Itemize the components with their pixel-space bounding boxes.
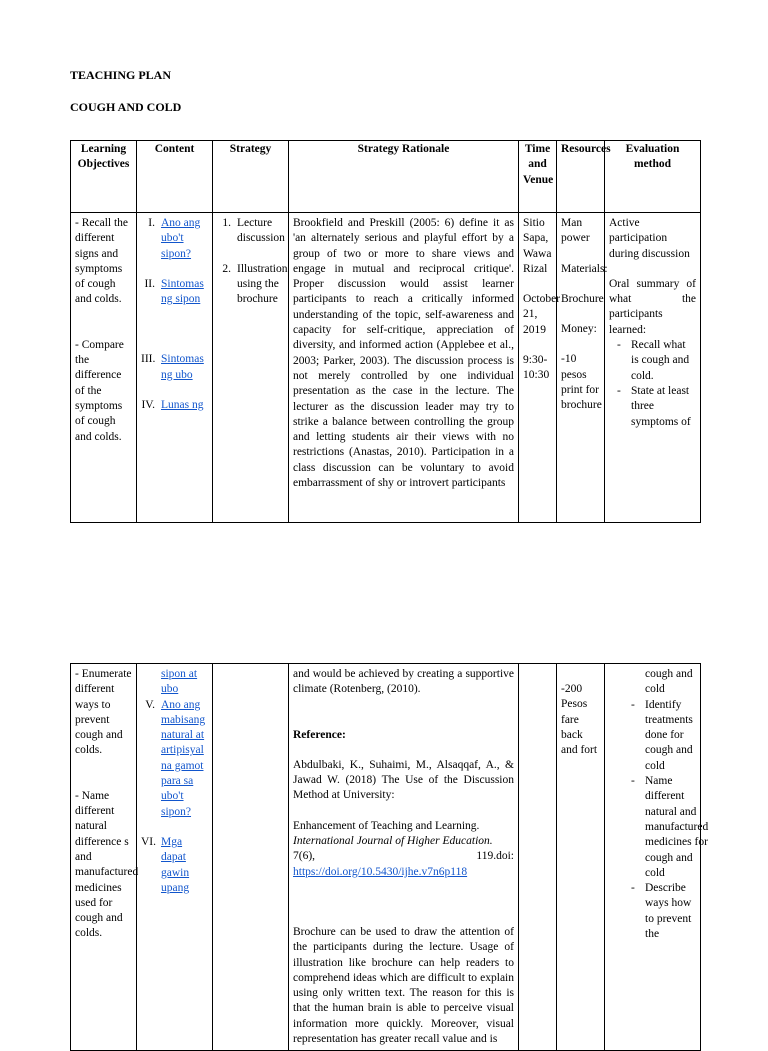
content-item: IV. Lunas ng (141, 398, 208, 413)
time-venue-cell (519, 213, 561, 523)
content-item: VI. Mga dapat gawin upang (141, 835, 208, 896)
rationale-cell: Brookfield and Preskill (2005: 6) define it as 'an alternately serious and playful effort by a group of two or more to share views and engage in mutual and reciprocal critique'. Proper discussion would assist learner participants to reach a critically informed understanding of the topic, self-awareness and capacity for self-critique, appreciation of diversity, and informed action (Applebee et al., 2003; Parker, 2003). The discussion process is not merely controlled by one individual presentation as the case in the lecture. The lecturer as the discussion leader may try to strike a balance between controlling the group and letting students air their views with no restrictions (Anastas, 2010). Participation in a class discussion can be voluntary to avoid embarrassment of shy or introvert participants (289, 213, 519, 523)
header-resources: Resources (557, 141, 605, 213)
objectives-cell (71, 213, 137, 523)
header-time: Time and Venue (519, 141, 557, 213)
reference-journal: International Journal of Higher Education. (293, 835, 493, 848)
reference-volume-line: 7(6), 119.doi: (293, 850, 514, 863)
teaching-plan-table-continued (70, 663, 709, 1051)
table-row (71, 664, 701, 1051)
content-item (141, 667, 208, 698)
evaluation-item: - Identify treatments done for cough and cold (631, 698, 693, 772)
content-link[interactable]: Mga dapat gawin upang (161, 835, 190, 894)
document-subtitle: COUGH AND COLD (70, 100, 182, 114)
brochure-rationale: Brochure can be used to draw the attention of the participants during the lecture. Usage of illustration like brochure can help readers to comprehend ideas which are difficult to explain using only written text. The reason for this is that the human brain is able to perceive visual information more quickly. Moreover, visual representation has greater recall value and is (293, 925, 514, 1046)
table-header-row (71, 141, 701, 213)
strategy-cell (213, 213, 289, 523)
document-title: TEACHING PLAN (70, 68, 172, 82)
evaluation-cell: Active participation during discussion Oral summary of what the participants learned: - Recall what is cough and cold. - State at least three symptoms of (605, 213, 701, 523)
content-cell (137, 213, 213, 523)
evaluation-item: - State at least three symptoms of (617, 384, 691, 428)
reference-label: Reference: (293, 728, 346, 741)
date-text: October 21, 2019 (523, 293, 561, 336)
evaluation-item: - Recall what is cough and cold. (617, 339, 690, 382)
content-link[interactable]: Sintomas ng ubo (161, 353, 204, 381)
table-row (71, 213, 701, 523)
header-rationale: Strategy Rationale (289, 141, 519, 213)
objectives-cell (71, 664, 137, 1051)
objective-item: - Compare the difference of the symptoms of cough and colds. (75, 338, 124, 443)
content-link[interactable]: Sintomas ng sipon (161, 277, 204, 306)
content-link[interactable]: Lunas ng (161, 399, 204, 412)
objective-item: - Recall the different signs and symptoms of cough and colds. (75, 217, 129, 306)
header-evaluation: Evaluation method (605, 141, 701, 213)
header-objective: Learning Objectives (71, 141, 137, 213)
content-link[interactable]: Ano ang ubo't sipon? (161, 217, 201, 260)
evaluation-cell: cough and cold - Identify treatments done for cough and cold - Name different natural and manufactured medicines for cough and cold - Describe ways how to prevent the (605, 664, 701, 1051)
time-venue-cell (519, 664, 557, 1051)
venue-text: Sitio Sapa, Wawa Rizal (523, 217, 552, 275)
objective-item: - Enumerate different ways to prevent cough and colds. (75, 668, 132, 757)
reference-doi-link[interactable]: https://doi.org/10.5430/ijhe.v7n6p118 (293, 865, 468, 878)
evaluation-item: - Name different natural and manufactured medicines for cough and cold (631, 775, 709, 879)
header-strategy: Strategy (213, 141, 289, 213)
teaching-plan-table (70, 140, 701, 523)
reference-authors: Abdulbaki, K., Suhaimi, M., Alsaqqaf, A., & Jawad W. (2018) The Use of the Discussion Method at University: (293, 758, 514, 802)
objective-item: - Name different natural difference s and manufactured medicines used for cough and colds. (75, 789, 139, 940)
resources-cell: Man power Materials: Brochure Money: -10 pesos print for brochure (557, 213, 605, 523)
content-link[interactable]: sipon at ubo (161, 668, 198, 696)
content-item: III. Sintomas ng ubo (141, 352, 208, 383)
evaluation-item: - Describe ways how to prevent the (631, 882, 692, 941)
strategy-item: 1. Lecture discussion (222, 217, 285, 245)
resources-cell: -200 Pesos fare back and fort (557, 664, 605, 1051)
header-content: Content (137, 141, 213, 213)
content-item: I. Ano ang ubo't sipon? (141, 216, 208, 262)
reference-title: Enhancement of Teaching and Learning. (293, 819, 480, 832)
content-cell (137, 664, 213, 1051)
rationale-cell: and would be achieved by creating a supportive climate (Rotenberg, (2010). Reference: Abdulbaki, K., Suhaimi, M., Alsaqqaf, A., & Jawad W. (2018) The Use of the Discussion Method at University: Enhancement of Teaching and Learning. International Journal of Higher Education. 7(6), 119.doi: https://doi.org/10.5430/ijhe.v7n6p118 Brochure can be used to draw the attention of the participants during the lecture. Usage of illustration like brochure can help readers to comprehend ideas which are difficult to explain using only written text. The reason for this is that the human brain is able to perceive visual information more quickly. Moreover, visual representation has greater recall value and is (289, 664, 519, 1051)
content-item: II. Sintomas ng sipon (141, 277, 208, 308)
time-text: 9:30-10:30 (523, 354, 550, 382)
strategy-item: 2. Illustration using the brochure (222, 262, 288, 306)
content-link[interactable]: Ano ang mabisang natural at artipisyal na gamot para sa ubo't sipon? (161, 698, 206, 818)
strategy-cell (213, 664, 289, 1051)
content-item: V. Ano ang mabisang natural at artipisyal na gamot para sa ubo't sipon? (141, 698, 208, 820)
